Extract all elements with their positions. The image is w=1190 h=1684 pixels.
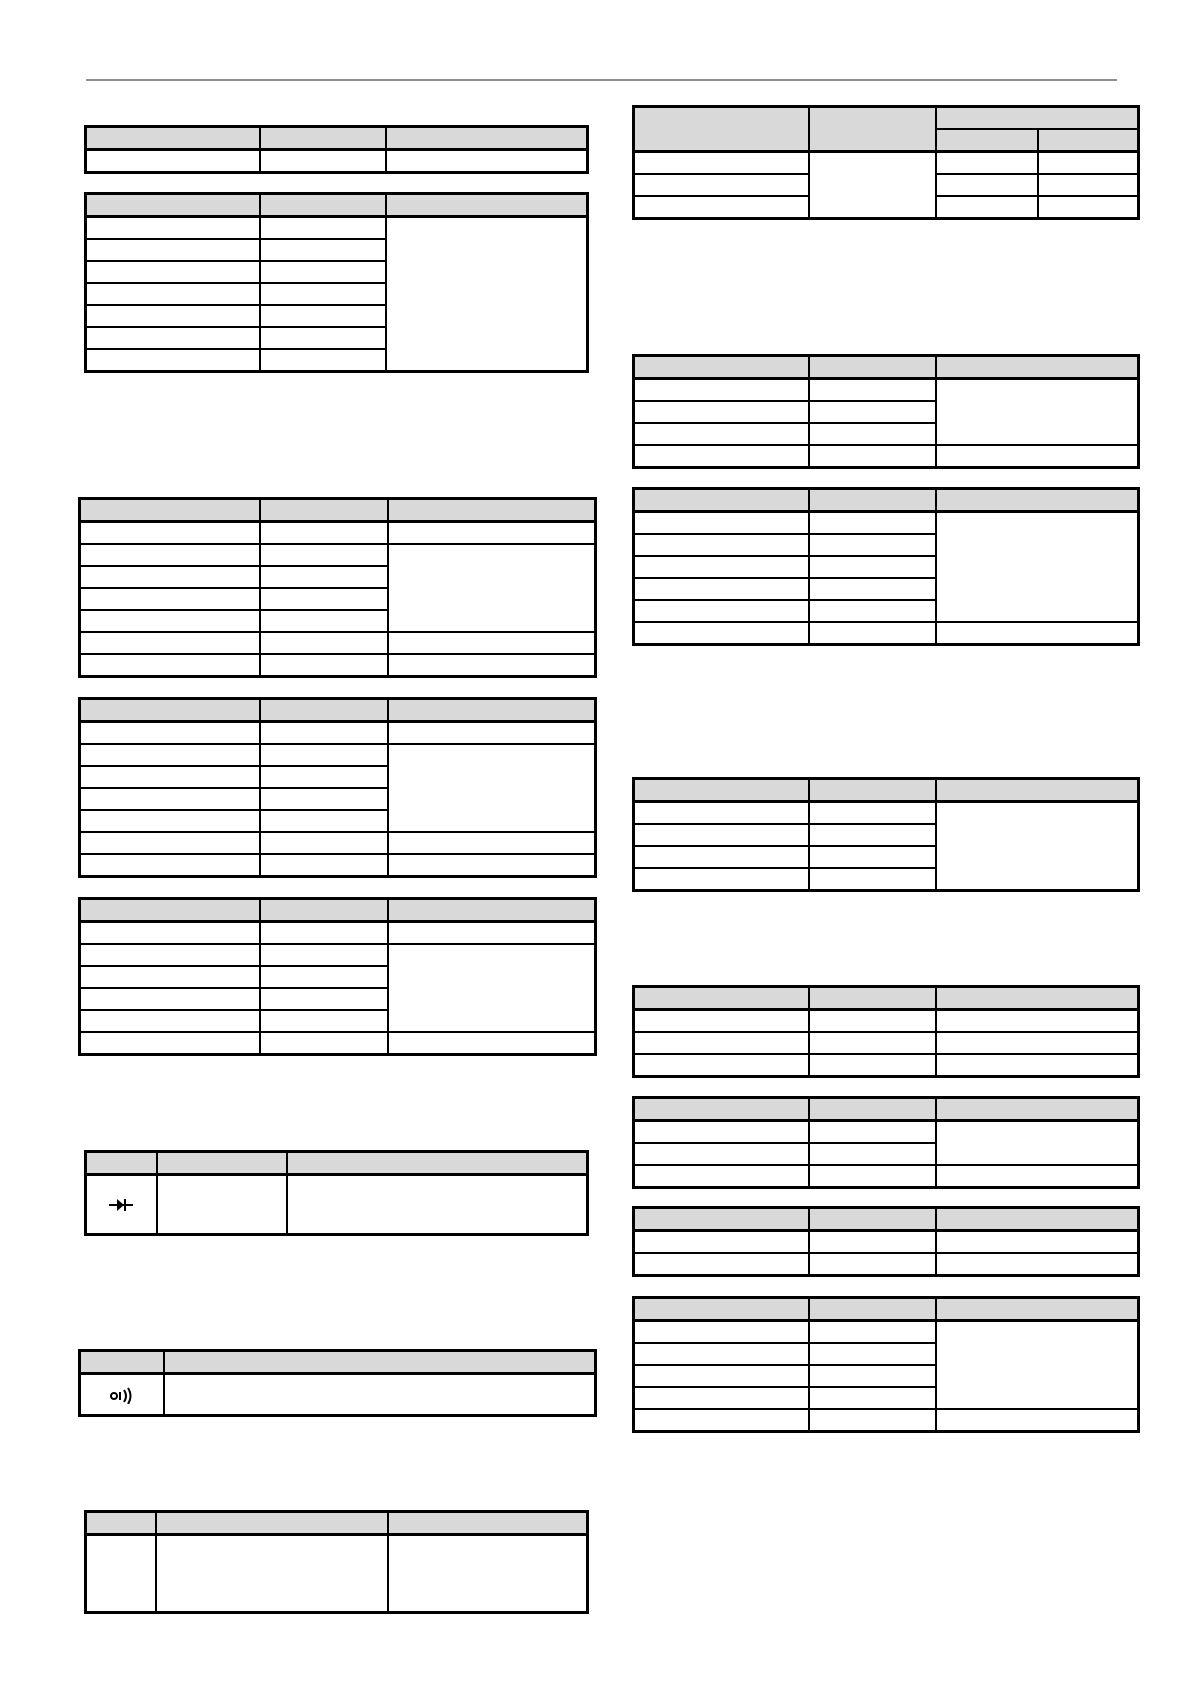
- spec-table-8: [84, 1510, 589, 1614]
- spec-table-r3: [632, 487, 1140, 646]
- continuity-test-table: [78, 1349, 597, 1417]
- spec-table-1: [84, 125, 589, 174]
- diode-test-table: [84, 1150, 589, 1236]
- header-rule: [86, 79, 1117, 81]
- spec-table-r5: [632, 985, 1140, 1078]
- spec-table-r4: [632, 777, 1140, 892]
- spec-table-r6: [632, 1096, 1140, 1189]
- diode-symbol-cell: [86, 1175, 157, 1235]
- spec-table-r1: [632, 105, 1140, 220]
- spec-table-r2: [632, 354, 1140, 469]
- spec-table-r7: [632, 1206, 1140, 1277]
- spec-table-5: [78, 897, 597, 1056]
- diode-symbol-icon: [109, 1197, 133, 1213]
- continuity-buzzer-icon: [109, 1386, 135, 1404]
- spec-table-3: [78, 497, 597, 678]
- spec-table-4: [78, 697, 597, 878]
- spec-table-r8: [632, 1296, 1140, 1433]
- spec-table-2: [84, 192, 589, 373]
- continuity-symbol-cell: [80, 1374, 164, 1416]
